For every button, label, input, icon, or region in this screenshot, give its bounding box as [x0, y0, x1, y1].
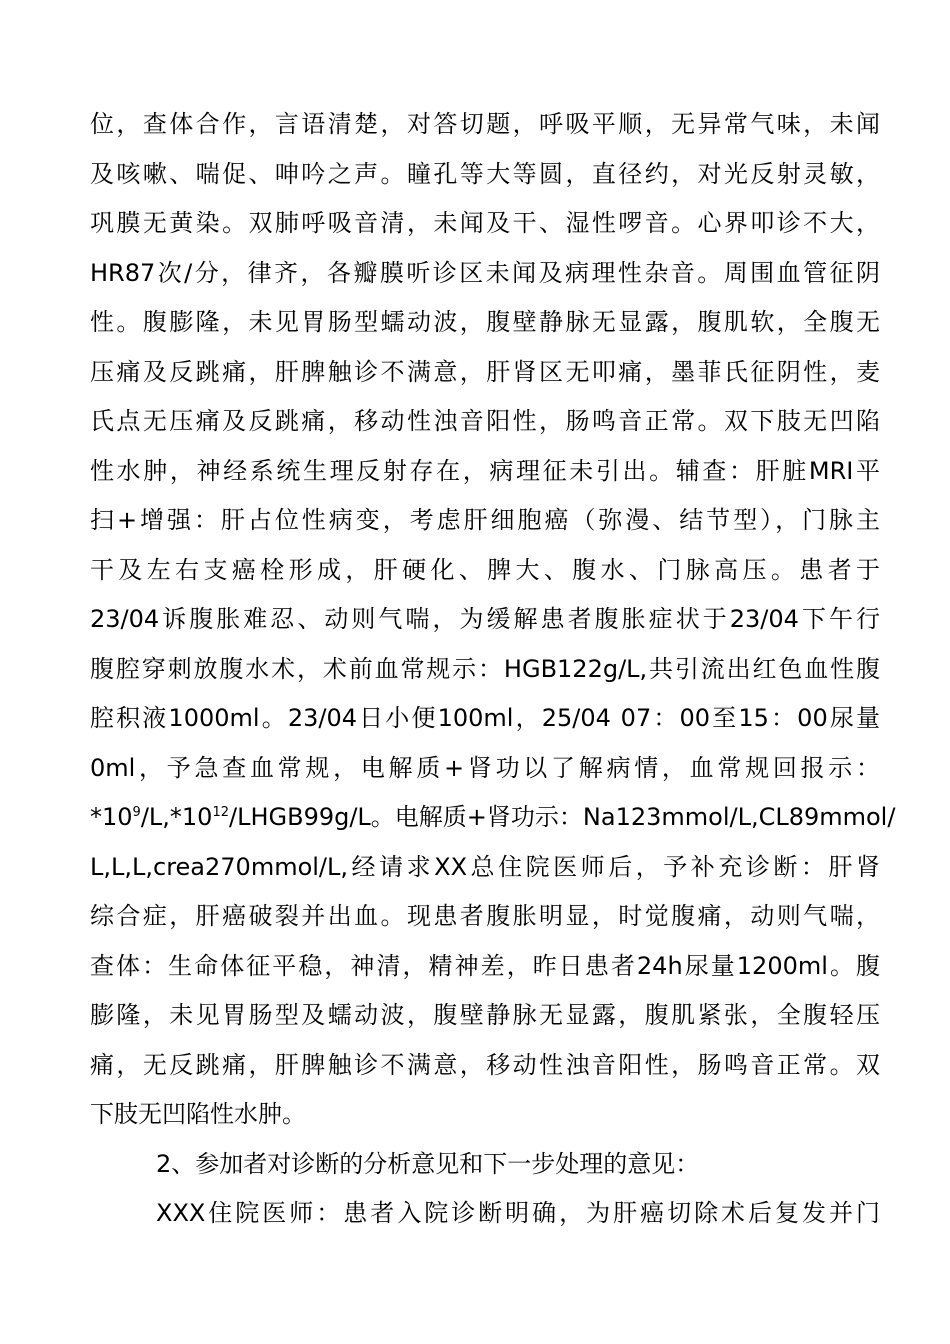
body-line: 干及左右支癌栓形成，肝硬化、脾大、腹水、门脉高压。患者于 — [90, 555, 880, 584]
opinion-line: XXX住院医师：患者入院诊断明确，为肝癌切除术后复发并门 — [156, 1199, 880, 1227]
body-line: L,L,L,crea270mmol/L,经请求XX总住院医师后，予补充诊断：肝肾 — [90, 852, 880, 881]
body-line: 扫+增强：肝占位性病变，考虑肝细胞癌（弥漫、结节型），门脉主 — [90, 506, 880, 534]
body-line: 综合症，肝癌破裂并出血。现患者腹胀明显，时觉腹痛，动则气喘， — [90, 902, 880, 930]
body-line: 痛，无反跳痛，肝脾触诊不满意，移动性浊音阳性，肠鸣音正常。双 — [90, 1050, 880, 1079]
body-line-last: 下肢无凹陷性水肿。 — [90, 1100, 306, 1128]
body-line: 性。腹膨隆，未见胃肠型蠕动波，腹壁静脉无显露，腹肌软，全腹无 — [90, 308, 880, 336]
body-line: 23/04诉腹胀难忍、动则气喘，为缓解患者腹胀症状于23/04下午行 — [90, 605, 880, 633]
body-line: 腹腔穿刺放腹水术，术前血常规示：HGB122g/L,共引流出红色血性腹 — [90, 654, 880, 683]
body-line: 压痛及反跳痛，肝脾触诊不满意，肝肾区无叩痛，墨菲氏征阴性，麦 — [90, 357, 880, 386]
body-line: 及咳嗽、喘促、呻吟之声。瞳孔等大等圆，直径约，对光反射灵敏， — [90, 159, 880, 188]
sci-text: /L,*10 — [140, 803, 213, 831]
sci-superscript: 9 — [132, 805, 141, 820]
section-heading: 2、参加者对诊断的分析意见和下一步处理的意见： — [156, 1149, 700, 1178]
body-line: 性水肿，神经系统生理反射存在，病理征未引出。辅查：肝脏MRI平 — [90, 456, 880, 485]
scientific-notation-line — [90, 793, 896, 843]
sci-text: *10 — [90, 803, 133, 831]
body-line: 位，查体合作，言语清楚，对答切题，呼吸平顺，无异常气味，未闻 — [90, 110, 880, 138]
sci-superscript: 12 — [212, 805, 229, 820]
document-page — [90, 100, 896, 1239]
body-line: 查体：生命体征平稳，神清，精神差，昨日患者24h尿量1200ml。腹 — [90, 951, 880, 980]
body-line: 膨隆，未见胃肠型及蠕动波，腹壁静脉无显露，腹肌紧张，全腹轻压 — [90, 1001, 880, 1029]
body-line: 巩膜无黄染。双肺呼吸音清，未闻及干、湿性啰音。心界叩诊不大， — [90, 209, 880, 237]
body-line: HR87次/分，律齐，各瓣膜听诊区未闻及病理性杂音。周围血管征阴 — [90, 258, 880, 287]
body-line: 腔积液1000ml。23/04日小便100ml，25/04 07：00至15：00尿量 — [90, 704, 880, 732]
body-line: 氏点无压痛及反跳痛，移动性浊音阳性，肠鸣音正常。双下肢无凹陷 — [90, 407, 880, 435]
sci-text: /LHGB99g/L。电解质+肾功示：Na123mmol/L,CL89mmol/ — [229, 803, 896, 831]
body-line: 0ml，予急查血常规，电解质+肾功以了解病情，血常规回报示： — [90, 753, 880, 782]
